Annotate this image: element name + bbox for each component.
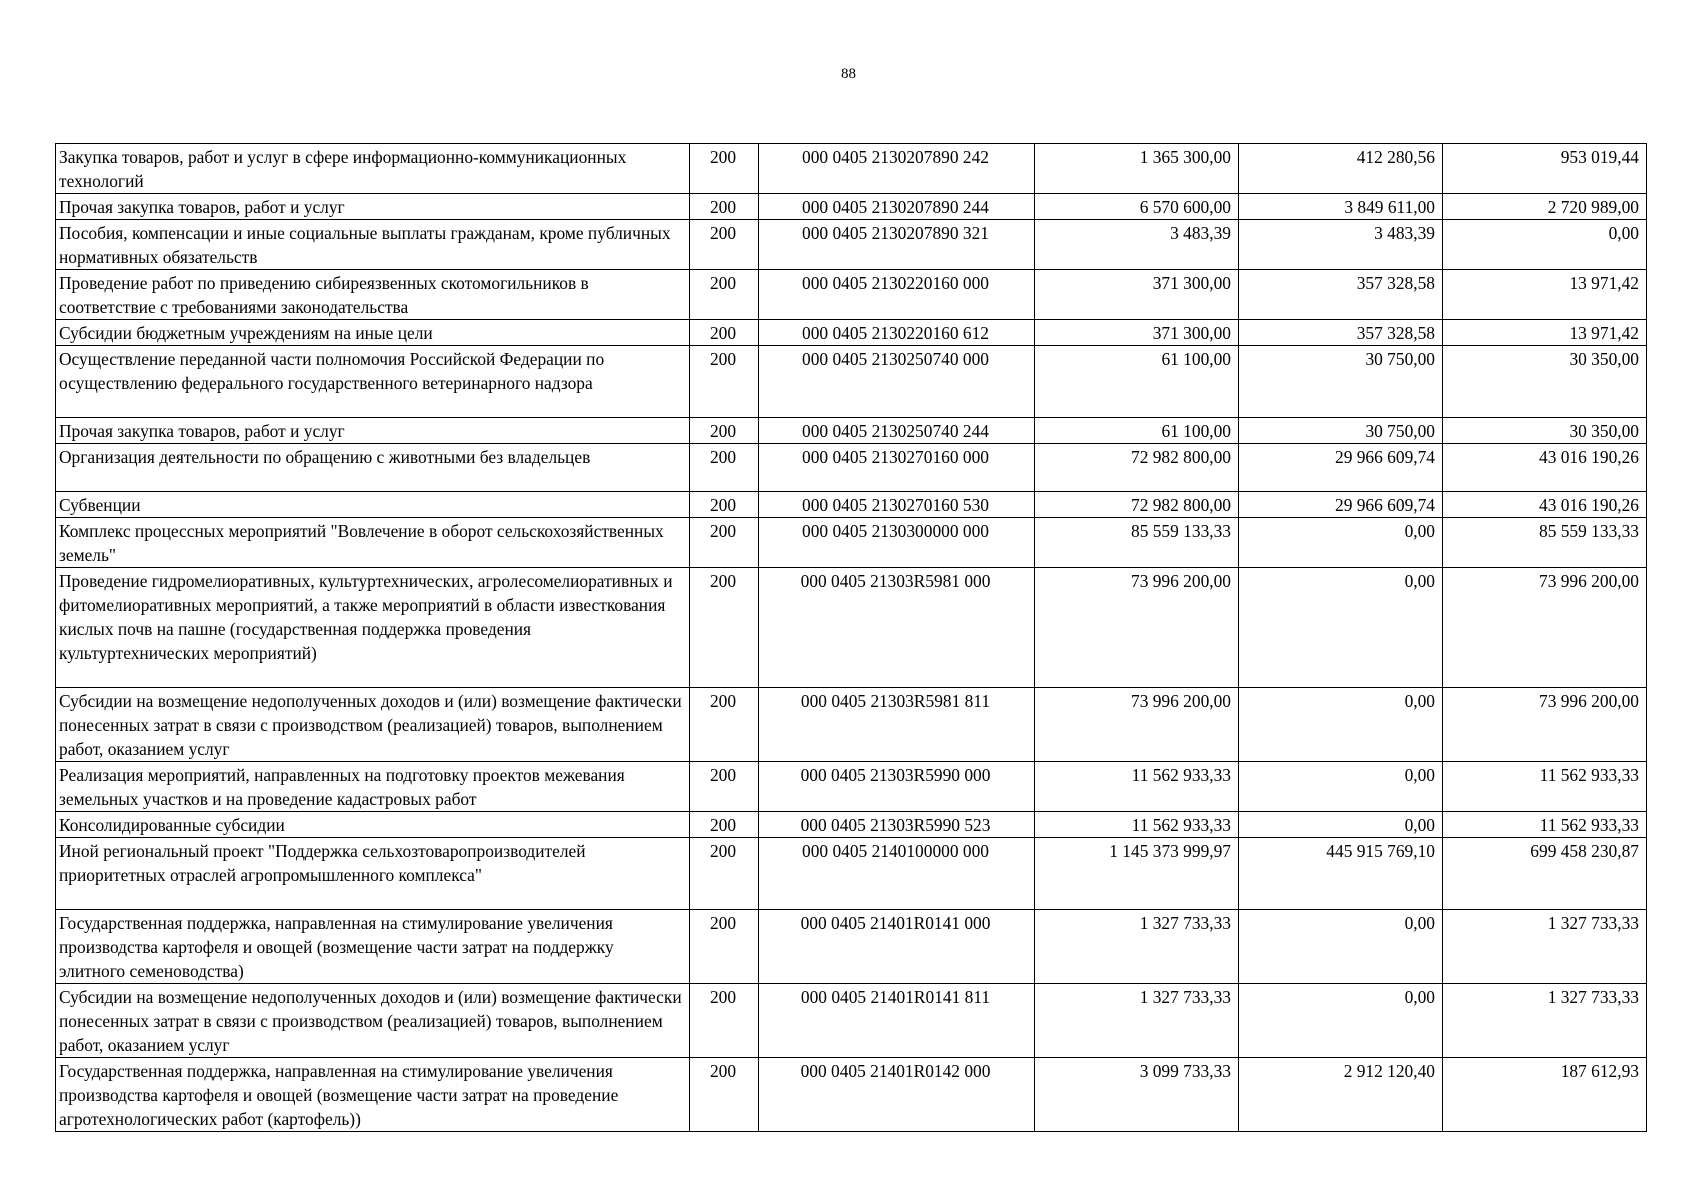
row-executed-amount: 357 328,58	[1239, 270, 1443, 320]
table-row	[56, 762, 1647, 812]
table-row	[56, 838, 1647, 910]
row-executed-amount: 412 280,56	[1239, 144, 1443, 194]
row-code: 200	[690, 838, 759, 910]
row-name: Консолидированные субсидии	[56, 812, 690, 838]
table-row	[56, 1058, 1647, 1132]
row-budget-classification-code: 000 0405 2130270160 530	[759, 492, 1035, 518]
row-remaining-amount: 1 327 733,33	[1443, 984, 1647, 1058]
row-approved-amount: 73 996 200,00	[1035, 688, 1239, 762]
row-name: Государственная поддержка, направленная на стимулирование увеличения производства картофеля и овощей (возмещение части затрат на поддержку элитного семеноводства)	[56, 910, 690, 984]
row-budget-classification-code: 000 0405 2130207890 242	[759, 144, 1035, 194]
table-row	[56, 444, 1647, 492]
row-approved-amount: 1 327 733,33	[1035, 984, 1239, 1058]
row-code: 200	[690, 518, 759, 568]
table-row	[56, 688, 1647, 762]
page-number: 88	[841, 66, 856, 82]
row-approved-amount: 1 327 733,33	[1035, 910, 1239, 984]
row-remaining-amount: 13 971,42	[1443, 270, 1647, 320]
row-name: Осуществление переданной части полномочия Российской Федерации по осуществлению федерального государственного ветеринарного надзора	[56, 346, 690, 418]
table-row	[56, 320, 1647, 346]
row-code: 200	[690, 910, 759, 984]
row-code: 200	[690, 418, 759, 444]
row-executed-amount: 2 912 120,40	[1239, 1058, 1443, 1132]
row-code: 200	[690, 492, 759, 518]
row-code: 200	[690, 194, 759, 220]
table-row	[56, 984, 1647, 1058]
row-executed-amount: 3 483,39	[1239, 220, 1443, 270]
row-name: Проведение гидромелиоративных, культуртехнических, агролесомелиоративных и фитомелиоративных мероприятий, а также мероприятий в области известкования кислых почв на пашне (государственная поддержка проведения культуртехнических мероприятий)	[56, 568, 690, 688]
row-code: 200	[690, 220, 759, 270]
row-remaining-amount: 30 350,00	[1443, 418, 1647, 444]
row-executed-amount: 0,00	[1239, 910, 1443, 984]
row-remaining-amount: 73 996 200,00	[1443, 568, 1647, 688]
row-budget-classification-code: 000 0405 21303R5981 000	[759, 568, 1035, 688]
row-remaining-amount: 1 327 733,33	[1443, 910, 1647, 984]
table-row	[56, 270, 1647, 320]
row-remaining-amount: 30 350,00	[1443, 346, 1647, 418]
table-body	[56, 144, 1647, 1132]
row-code: 200	[690, 1058, 759, 1132]
row-approved-amount: 72 982 800,00	[1035, 492, 1239, 518]
row-budget-classification-code: 000 0405 2130270160 000	[759, 444, 1035, 492]
row-executed-amount: 0,00	[1239, 688, 1443, 762]
table-row	[56, 568, 1647, 688]
row-budget-classification-code: 000 0405 21303R5981 811	[759, 688, 1035, 762]
row-approved-amount: 72 982 800,00	[1035, 444, 1239, 492]
row-approved-amount: 61 100,00	[1035, 418, 1239, 444]
row-executed-amount: 0,00	[1239, 984, 1443, 1058]
row-approved-amount: 11 562 933,33	[1035, 762, 1239, 812]
row-name: Проведение работ по приведению сибиреязвенных скотомогильников в соответствие с требованиями законодательства	[56, 270, 690, 320]
budget-execution-table	[55, 143, 1647, 1132]
row-budget-classification-code: 000 0405 21303R5990 523	[759, 812, 1035, 838]
table-row	[56, 492, 1647, 518]
row-remaining-amount: 187 612,93	[1443, 1058, 1647, 1132]
row-code: 200	[690, 346, 759, 418]
row-approved-amount: 1 365 300,00	[1035, 144, 1239, 194]
row-budget-classification-code: 000 0405 2140100000 000	[759, 838, 1035, 910]
row-executed-amount: 357 328,58	[1239, 320, 1443, 346]
row-name: Закупка товаров, работ и услуг в сфере информационно-коммуникационных технологий	[56, 144, 690, 194]
row-executed-amount: 0,00	[1239, 762, 1443, 812]
row-remaining-amount: 73 996 200,00	[1443, 688, 1647, 762]
row-code: 200	[690, 320, 759, 346]
row-budget-classification-code: 000 0405 21401R0141 000	[759, 910, 1035, 984]
row-approved-amount: 3 483,39	[1035, 220, 1239, 270]
row-executed-amount: 3 849 611,00	[1239, 194, 1443, 220]
row-budget-classification-code: 000 0405 2130300000 000	[759, 518, 1035, 568]
row-name: Реализация мероприятий, направленных на подготовку проектов межевания земельных участков и на проведение кадастровых работ	[56, 762, 690, 812]
row-remaining-amount: 2 720 989,00	[1443, 194, 1647, 220]
table-row	[56, 194, 1647, 220]
row-remaining-amount: 11 562 933,33	[1443, 762, 1647, 812]
row-executed-amount: 445 915 769,10	[1239, 838, 1443, 910]
table-row	[56, 144, 1647, 194]
row-name: Иной региональный проект "Поддержка сельхозтоваропроизводителей приоритетных отраслей агропромышленного комплекса"	[56, 838, 690, 910]
row-name: Пособия, компенсации и иные социальные выплаты гражданам, кроме публичных нормативных обязательств	[56, 220, 690, 270]
row-code: 200	[690, 144, 759, 194]
row-name: Организация деятельности по обращению с животными без владельцев	[56, 444, 690, 492]
row-executed-amount: 29 966 609,74	[1239, 444, 1443, 492]
row-executed-amount: 0,00	[1239, 518, 1443, 568]
table-row	[56, 812, 1647, 838]
row-budget-classification-code: 000 0405 2130250740 000	[759, 346, 1035, 418]
row-executed-amount: 30 750,00	[1239, 346, 1443, 418]
row-code: 200	[690, 812, 759, 838]
row-remaining-amount: 43 016 190,26	[1443, 444, 1647, 492]
row-executed-amount: 29 966 609,74	[1239, 492, 1443, 518]
row-remaining-amount: 85 559 133,33	[1443, 518, 1647, 568]
row-name: Прочая закупка товаров, работ и услуг	[56, 194, 690, 220]
row-remaining-amount: 953 019,44	[1443, 144, 1647, 194]
row-approved-amount: 3 099 733,33	[1035, 1058, 1239, 1132]
table-row	[56, 346, 1647, 418]
row-approved-amount: 85 559 133,33	[1035, 518, 1239, 568]
row-name: Субсидии бюджетным учреждениям на иные цели	[56, 320, 690, 346]
row-code: 200	[690, 984, 759, 1058]
row-code: 200	[690, 444, 759, 492]
row-remaining-amount: 11 562 933,33	[1443, 812, 1647, 838]
row-budget-classification-code: 000 0405 2130220160 612	[759, 320, 1035, 346]
row-approved-amount: 371 300,00	[1035, 320, 1239, 346]
row-name: Субсидии на возмещение недополученных доходов и (или) возмещение фактически понесенных затрат в связи с производством (реализацией) товаров, выполнением работ, оказанием услуг	[56, 984, 690, 1058]
row-name: Комплекс процессных мероприятий "Вовлечение в оборот сельскохозяйственных земель"	[56, 518, 690, 568]
table-row	[56, 910, 1647, 984]
row-remaining-amount: 13 971,42	[1443, 320, 1647, 346]
table-row	[56, 518, 1647, 568]
table-row	[56, 418, 1647, 444]
row-budget-classification-code: 000 0405 2130250740 244	[759, 418, 1035, 444]
row-remaining-amount: 43 016 190,26	[1443, 492, 1647, 518]
row-budget-classification-code: 000 0405 21303R5990 000	[759, 762, 1035, 812]
row-approved-amount: 6 570 600,00	[1035, 194, 1239, 220]
row-budget-classification-code: 000 0405 2130207890 244	[759, 194, 1035, 220]
row-executed-amount: 30 750,00	[1239, 418, 1443, 444]
row-budget-classification-code: 000 0405 2130207890 321	[759, 220, 1035, 270]
table-row	[56, 220, 1647, 270]
row-approved-amount: 371 300,00	[1035, 270, 1239, 320]
row-approved-amount: 61 100,00	[1035, 346, 1239, 418]
row-executed-amount: 0,00	[1239, 568, 1443, 688]
row-code: 200	[690, 270, 759, 320]
row-executed-amount: 0,00	[1239, 812, 1443, 838]
row-approved-amount: 1 145 373 999,97	[1035, 838, 1239, 910]
row-budget-classification-code: 000 0405 21401R0141 811	[759, 984, 1035, 1058]
row-code: 200	[690, 568, 759, 688]
row-approved-amount: 11 562 933,33	[1035, 812, 1239, 838]
row-budget-classification-code: 000 0405 2130220160 000	[759, 270, 1035, 320]
row-code: 200	[690, 688, 759, 762]
row-name: Прочая закупка товаров, работ и услуг	[56, 418, 690, 444]
row-approved-amount: 73 996 200,00	[1035, 568, 1239, 688]
row-name: Государственная поддержка, направленная на стимулирование увеличения производства картофеля и овощей (возмещение части затрат на проведение агротехнологических работ (картофель))	[56, 1058, 690, 1132]
row-budget-classification-code: 000 0405 21401R0142 000	[759, 1058, 1035, 1132]
row-remaining-amount: 0,00	[1443, 220, 1647, 270]
row-name: Субвенции	[56, 492, 690, 518]
row-name: Субсидии на возмещение недополученных доходов и (или) возмещение фактически понесенных затрат в связи с производством (реализацией) товаров, выполнением работ, оказанием услуг	[56, 688, 690, 762]
row-code: 200	[690, 762, 759, 812]
row-remaining-amount: 699 458 230,87	[1443, 838, 1647, 910]
